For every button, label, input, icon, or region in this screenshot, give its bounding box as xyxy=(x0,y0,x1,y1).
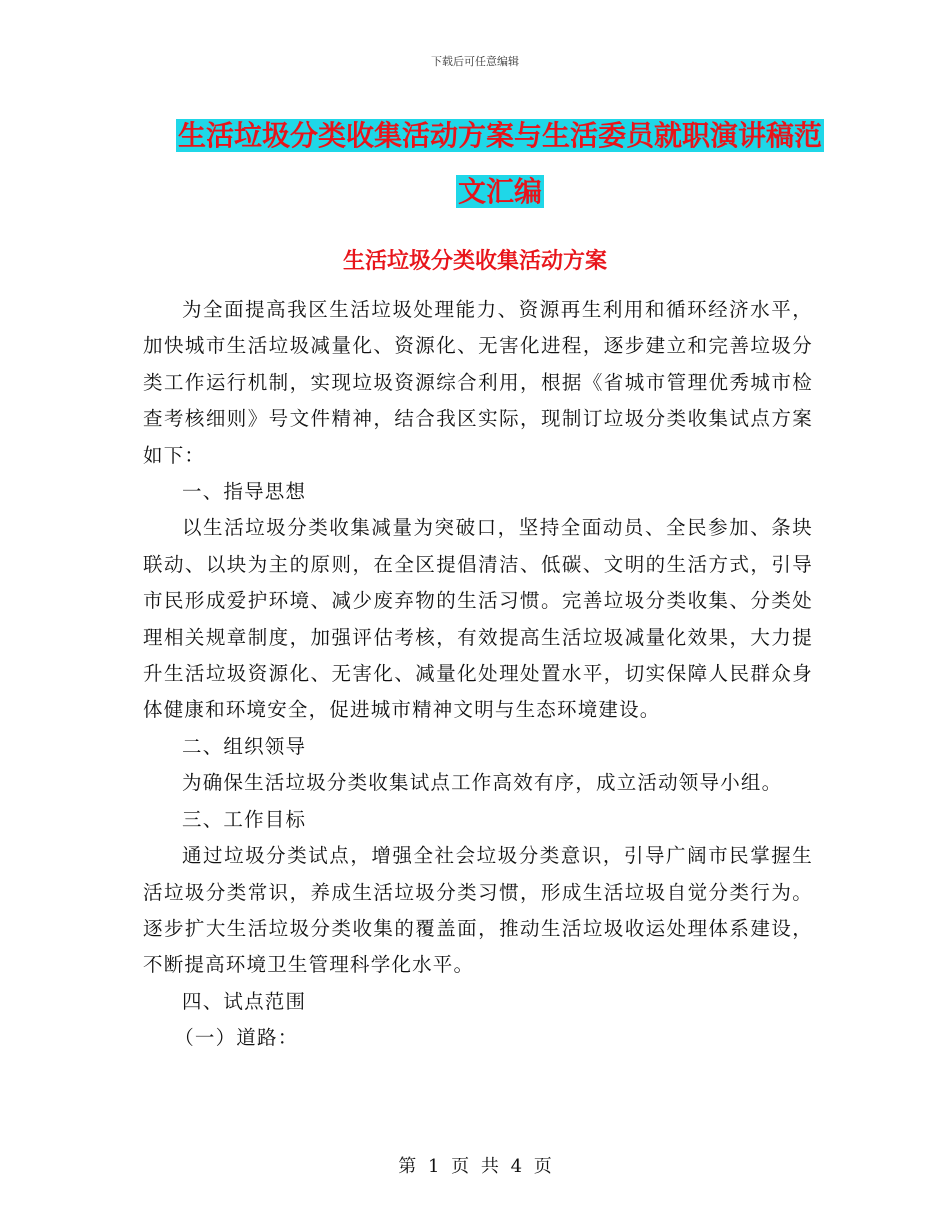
subheading-roads: （一）道路： xyxy=(174,1026,299,1050)
paragraph-intro: 为全面提高我区生活垃圾处理能力、资源再生利用和循环经济水平，加快城市生活垃圾减量化、资源化、无害化进程，逐步建立和完善垃圾分类工作运行机制，实现垃圾资源综合利用，根据《省城市管理优秀城市检查考核细则》号文件精神，结合我区实际，现制订垃圾分类收集试点方案如下： xyxy=(143,298,813,467)
title-line-1: 生活垃圾分类收集活动方案与生活委员就职演讲稿范 xyxy=(177,119,822,152)
heading-pilot-scope: 四、试点范围 xyxy=(182,989,307,1013)
paragraph-organization: 为确保生活垃圾分类收集试点工作高效有序，成立活动领导小组。 xyxy=(182,771,783,795)
paragraph-work-goals: 通过垃圾分类试点，增强全社会垃圾分类意识，引导广阔市民掌握生活垃圾分类常识，养成生活垃圾分类习惯，形成生活垃圾自觉分类行为。逐步扩大生活垃圾分类收集的覆盖面，推动生活垃圾收运处理体系建设，不断提高环境卫生管理科学化水平。 xyxy=(143,844,813,977)
document-body xyxy=(143,292,813,1057)
heading-organization: 二、组织领导 xyxy=(182,734,307,758)
document-title xyxy=(150,108,850,220)
title-line-2: 文汇编 xyxy=(457,175,542,208)
heading-guiding-ideology: 一、指导思想 xyxy=(182,480,307,504)
paragraph-guiding-ideology: 以生活垃圾分类收集减量为突破口，坚持全面动员、全民参加、条块联动、以块为主的原则，在全区提倡清洁、低碳、文明的生活方式，引导市民形成爱护环境、减少废弃物的生活习惯。完善垃圾分类收集、分类处理相关规章制度，加强评估考核，有效提高生活垃圾减量化效果，大力提升生活垃圾资源化、无害化、减量化处理处置水平，切实保障人民群众身体健康和环境安全，促进城市精神文明与生态环境建设。 xyxy=(143,516,813,722)
page-footer: 第 1 页 共 4 页 xyxy=(398,1156,552,1177)
section-title: 生活垃圾分类收集活动方案 xyxy=(342,249,607,274)
header-note: 下载后可任意编辑 xyxy=(431,55,519,68)
heading-work-goals: 三、工作目标 xyxy=(182,807,307,831)
